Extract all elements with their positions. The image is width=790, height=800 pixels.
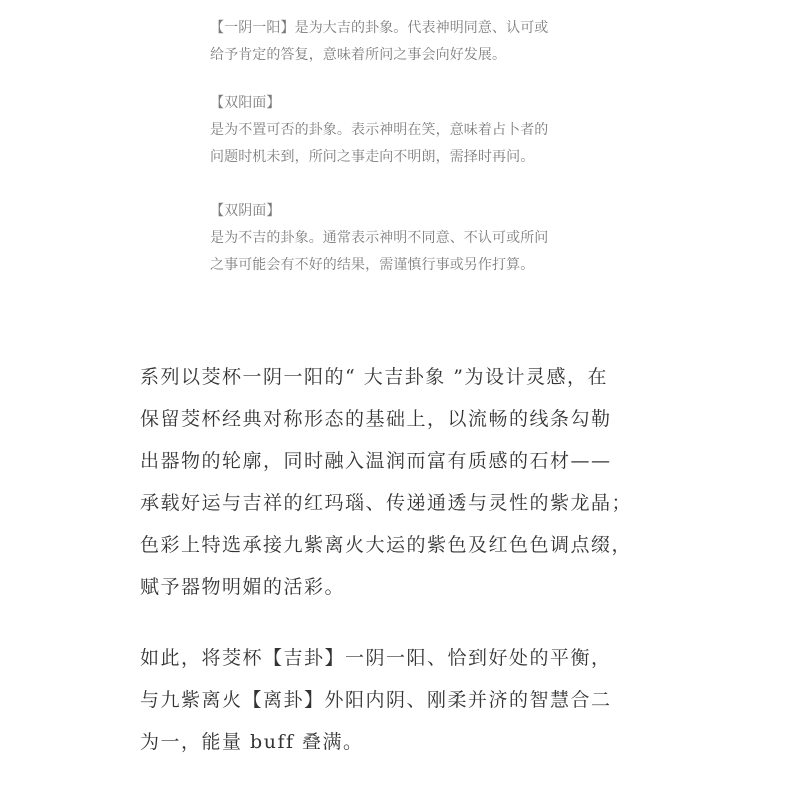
paragraph-line: 如此，将茭杯【吉卦】一阴一阳、恰到好处的平衡，	[140, 647, 612, 669]
omen-text-line: 给予肯定的答复，意味着所问之事会向好发展。	[210, 47, 507, 63]
conclusion-paragraph	[140, 637, 660, 763]
omen-text-line: 是为不吉的卦象。通常表示神明不同意、不认可或所问	[210, 230, 549, 246]
paragraph-line: 色彩上特选承接九紫离火大运的紫色及红色色调点缀，	[140, 534, 633, 556]
omen-text-line: 问题时机未到，所问之事走向不明朗，需择时再问。	[210, 149, 535, 165]
design-inspiration-paragraph	[140, 356, 660, 608]
omen-block-double-yin	[210, 198, 610, 279]
omen-heading: 【双阴面】	[210, 203, 281, 219]
omen-text-line: 是为不置可否的卦象。表示神明在笑，意味着占卜者的	[210, 122, 549, 138]
omen-text-line: 【一阴一阳】是为大吉的卦象。代表神明同意、认可或	[210, 20, 549, 36]
paragraph-line: 赋予器物明媚的活彩。	[140, 576, 346, 598]
paragraph-line: 出器物的轮廓，同时融入温润而富有质感的石材——	[140, 450, 612, 472]
paragraph-line: 与九紫离火【离卦】外阳内阴、刚柔并济的智慧合二	[140, 689, 612, 711]
omen-text-line: 之事可能会有不好的结果，需谨慎行事或另作打算。	[210, 257, 535, 273]
omen-block-double-yang	[210, 90, 610, 171]
paragraph-line: 为一，能量 buff 叠满。	[140, 731, 364, 753]
omen-block-yin-yang	[210, 15, 610, 69]
omen-heading: 【双阳面】	[210, 95, 281, 111]
paragraph-line: 承载好运与吉祥的红玛瑙、传递通透与灵性的紫龙晶；	[140, 492, 633, 514]
paragraph-line: 保留茭杯经典对称形态的基础上，以流畅的线条勾勒	[140, 408, 612, 430]
paragraph-line: 系列以茭杯一阴一阳的“ 大吉卦象 ”为设计灵感，在	[140, 366, 609, 388]
